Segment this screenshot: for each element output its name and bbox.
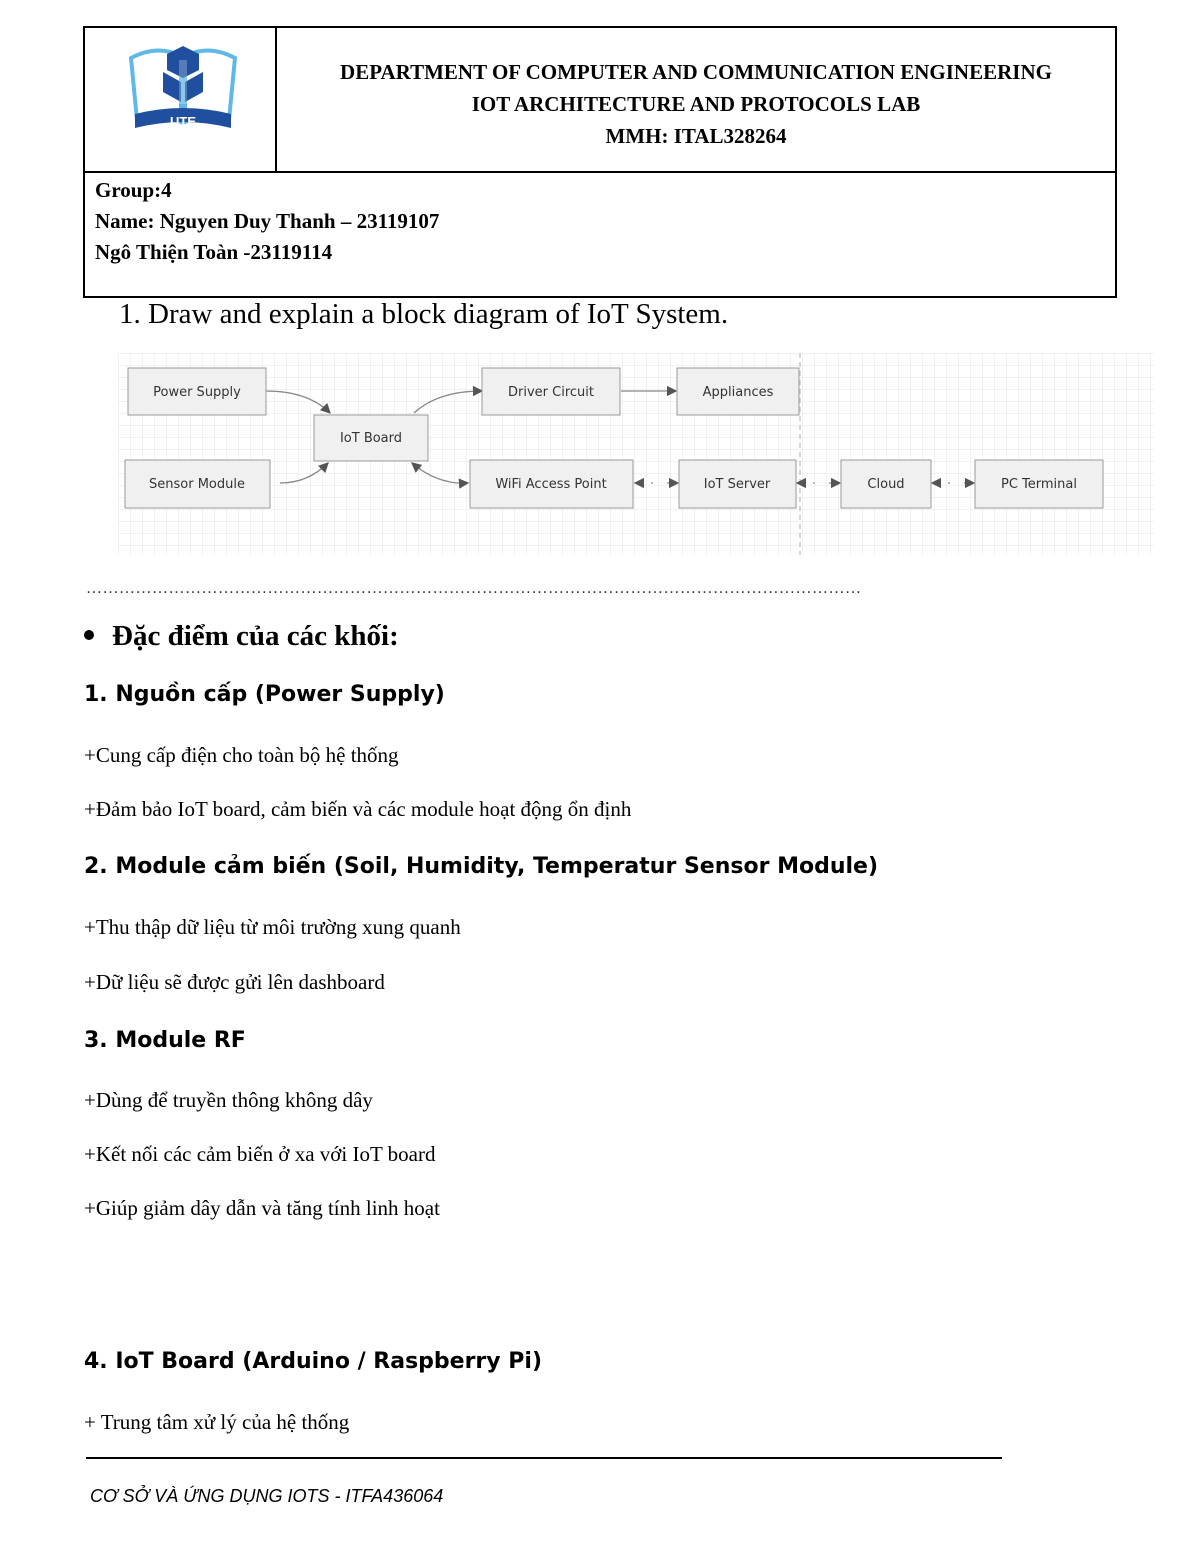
svg-text:Driver Circuit: Driver Circuit xyxy=(508,385,594,400)
section-2-item-2: +Dữ liệu sẽ được gửi lên dashboard xyxy=(84,970,385,994)
section-3-item-2: +Kết nối các cảm biến ở xa với IoT board xyxy=(84,1142,436,1166)
svg-text:Power Supply: Power Supply xyxy=(153,385,241,400)
svg-text:Appliances: Appliances xyxy=(702,385,774,400)
lab-title: IOT ARCHITECTURE AND PROTOCOLS LAB xyxy=(471,91,921,116)
section-3-item-3: +Giúp giảm dây dẫn và tăng tính linh hoạt xyxy=(84,1196,440,1220)
footer-rule xyxy=(86,1457,1002,1459)
block-pc-terminal xyxy=(975,460,1103,508)
block-wifi-access-point xyxy=(470,460,633,508)
svg-text:Cloud: Cloud xyxy=(867,477,905,492)
header-table xyxy=(83,26,1117,298)
header-title xyxy=(277,28,1115,175)
section-3-item-1: +Dùng để truyền thông không dây xyxy=(84,1088,373,1112)
svg-text:IoT Server: IoT Server xyxy=(703,477,771,492)
block-power-supply xyxy=(128,368,266,415)
block-appliances xyxy=(677,368,799,415)
logo-text: UTE xyxy=(170,114,196,129)
header-top-row xyxy=(85,28,1115,173)
question-title: 1. Draw and explain a block diagram of IoT System. xyxy=(119,298,729,330)
section-1-item-1: +Cung cấp điện cho toàn bộ hệ thống xyxy=(84,743,399,767)
ute-logo xyxy=(123,36,243,136)
grid-background xyxy=(118,353,1154,555)
section-2-item-1: +Thu thập dữ liệu từ môi trường xung quanh xyxy=(84,915,461,939)
department-title: DEPARTMENT OF COMPUTER AND COMMUNICATION ENGINEERING xyxy=(340,59,1052,84)
svg-text:Sensor Module: Sensor Module xyxy=(149,477,245,492)
block-sensor-module xyxy=(125,460,270,508)
svg-text:PC Terminal: PC Terminal xyxy=(1001,477,1077,492)
section-3-title: 3. Module RF xyxy=(84,1028,246,1053)
member-1: Name: Nguyen Duy Thanh – 23119107 xyxy=(95,209,440,233)
svg-text:WiFi Access Point: WiFi Access Point xyxy=(495,477,607,492)
course-code: MMH: ITAL328264 xyxy=(605,123,787,148)
iot-block-diagram xyxy=(118,353,1154,555)
bullet-icon xyxy=(84,630,94,640)
block-cloud xyxy=(841,460,931,508)
block-driver-circuit xyxy=(482,368,620,415)
dotted-separator: …………………………………………………………………………………………………………………………… xyxy=(86,580,862,597)
section-4-item-1: + Trung tâm xử lý của hệ thống xyxy=(84,1410,350,1434)
section-1-title: 1. Nguồn cấp (Power Supply) xyxy=(84,682,445,707)
group-info xyxy=(95,175,1105,268)
section-1-item-2: +Đảm bảo IoT board, cảm biến và các module hoạt động ổn định xyxy=(84,797,632,821)
section-4-title: 4. IoT Board (Arduino / Raspberry Pi) xyxy=(84,1349,543,1374)
features-heading-text: Đặc điểm của các khối: xyxy=(112,620,399,652)
section-2-title: 2. Module cảm biến (Soil, Humidity, Temperatur Sensor Module) xyxy=(84,854,879,879)
logo-cell xyxy=(85,28,277,171)
block-iot-board xyxy=(314,415,428,461)
group-number: Group:4 xyxy=(95,178,172,202)
svg-text:IoT Board: IoT Board xyxy=(339,431,403,446)
block-iot-server xyxy=(679,460,796,508)
features-heading xyxy=(84,620,399,653)
member-2: Ngô Thiện Toàn -23119114 xyxy=(95,240,333,264)
footer-course: CƠ SỞ VÀ ỨNG DỤNG IOTS - ITFA436064 xyxy=(90,1486,444,1506)
